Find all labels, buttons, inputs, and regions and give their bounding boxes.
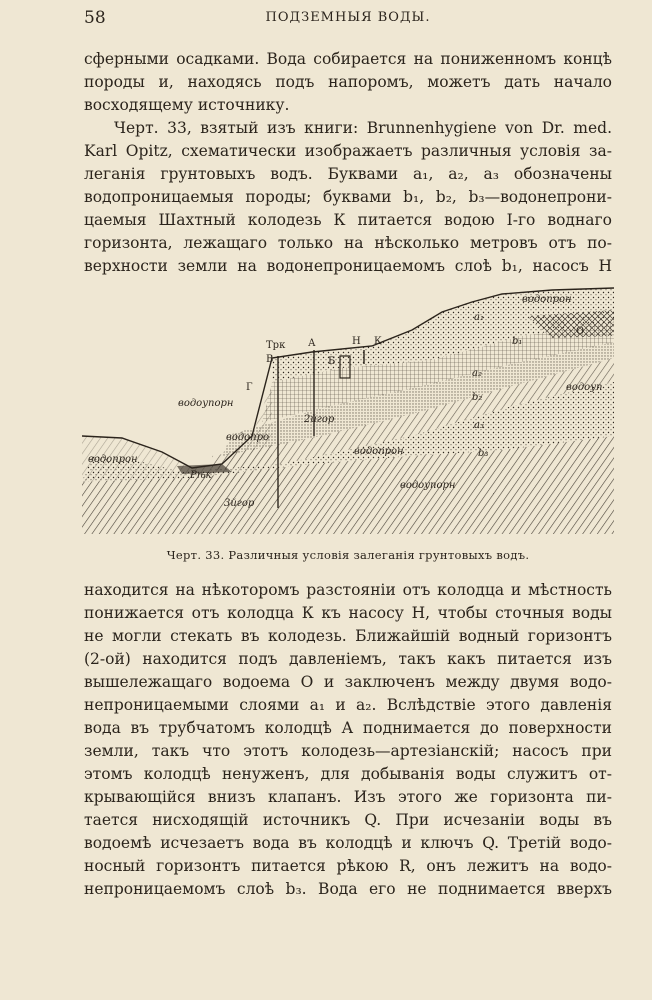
label-a2: a₂ [472, 368, 482, 379]
text-line: горизонта, лежащаго только на нѣсколько метровъ отъ по- [84, 234, 612, 252]
label-3-gor: 3йгор [224, 498, 255, 509]
text-line: вышележащаго водоема О и заключенъ между двумя водо- [84, 673, 612, 691]
text-line: крывающійся внизъ клапанъ. Изъ этого же горизонта пи- [84, 788, 612, 806]
label-g: Г [246, 382, 253, 393]
text-line: носный горизонтъ питается рѣкою R, онъ лежитъ на водо- [84, 857, 612, 875]
page-number: 58 [84, 8, 106, 28]
running-head [84, 8, 612, 32]
text-line: тается нисходящій источникъ Q. При исчезаніи воды въ [84, 811, 612, 829]
running-title: ПОДЗЕМНЫЯ ВОДЫ. [265, 10, 431, 25]
text-line: находится на нѣкоторомъ разстояніи отъ колодца и мѣстность [84, 581, 612, 599]
text-line: (2-ой) находится подъ давленіемъ, такъ какъ питается изъ [84, 650, 612, 668]
label-vodoupor-bottom: водоупорн [400, 480, 456, 491]
label-vodopron-top: водопрон [522, 294, 572, 305]
text-line: не могли стекать въ колодезь. Ближайшій водный горизонтъ [84, 627, 612, 645]
geology-figure [82, 286, 614, 534]
label-2-gor: 2йгор [304, 414, 335, 425]
text-line: водопроницаемыя породы; буквами b₁, b₂, b₃—водонепрони- [84, 188, 612, 206]
label-trk: Трк [266, 340, 286, 351]
label-vodoup-right: водоуп [566, 382, 603, 393]
text-line: этомъ колодцѣ ненуженъ, для добыванія воды служитъ от- [84, 765, 612, 783]
text-line: Karl Opitz, схематически изображаетъ различныя условія за- [84, 142, 612, 160]
text-line: непроницаемомъ слоѣ b₃. Вода его не поднимается вверхъ [84, 880, 612, 898]
label-h: Н [352, 336, 361, 347]
label-v-left: В [266, 354, 274, 365]
label-b3: b₃ [478, 448, 489, 459]
text-line: непроницаемыми слоями a₁ и a₂. Вслѣдствіе этого давленія [84, 696, 612, 714]
text-line: верхности земли на водонепроницаемомъ слоѣ b₁, насосъ Н [84, 257, 612, 275]
text-line: сферными осадками. Вода собирается на пониженномъ концѣ [84, 50, 612, 68]
text-block-bottom [84, 579, 612, 901]
label-b-mid: Б [328, 356, 336, 367]
text-line: восходящему источнику. [84, 96, 290, 114]
text-line: цаемыя Шахтный колодезь К питается водою I-го воднаго [84, 211, 612, 229]
label-vodopron-left2: водопрон [88, 454, 138, 465]
label-vodopron-mid: водопрон [354, 446, 404, 457]
label-river-r: Рѣк [190, 470, 212, 481]
text-line: водоемѣ исчезаетъ вода въ колодцѣ и ключъ Q. Третій водо- [84, 834, 612, 852]
figure-caption: Черт. 33. Различныя условія залеганія грунтовыхъ водъ. [166, 548, 530, 562]
text-line: земли, такъ что этотъ колодезь—артезіанскій; насосъ при [84, 742, 612, 760]
label-k: К [374, 336, 382, 347]
label-b2: b₂ [472, 392, 483, 403]
label-o: O [576, 326, 585, 337]
label-vodopro-left: водопро [226, 432, 270, 443]
text-line: вода въ трубчатомъ колодцѣ А поднимается до поверхности [84, 719, 612, 737]
text-block-top [84, 48, 612, 278]
text-line: Черт. 33, взятый изъ книги: Brunnenhygiene von Dr. med. [114, 119, 612, 137]
label-a3: a₃ [474, 420, 484, 431]
label-a: А [308, 338, 316, 349]
text-line: понижается отъ колодца К къ насосу Н, чтобы сточныя воды [84, 604, 612, 622]
text-line: породы и, находясь подъ напоромъ, можетъ дать начало [84, 73, 612, 91]
label-b1: b₁ [512, 336, 523, 347]
label-a1: a₁ [474, 312, 484, 323]
label-vodoupor-left: водоупорн [178, 398, 234, 409]
text-line: леганія грунтовыхъ водъ. Буквами a₁, a₂, a₃ обозначены [84, 165, 612, 183]
